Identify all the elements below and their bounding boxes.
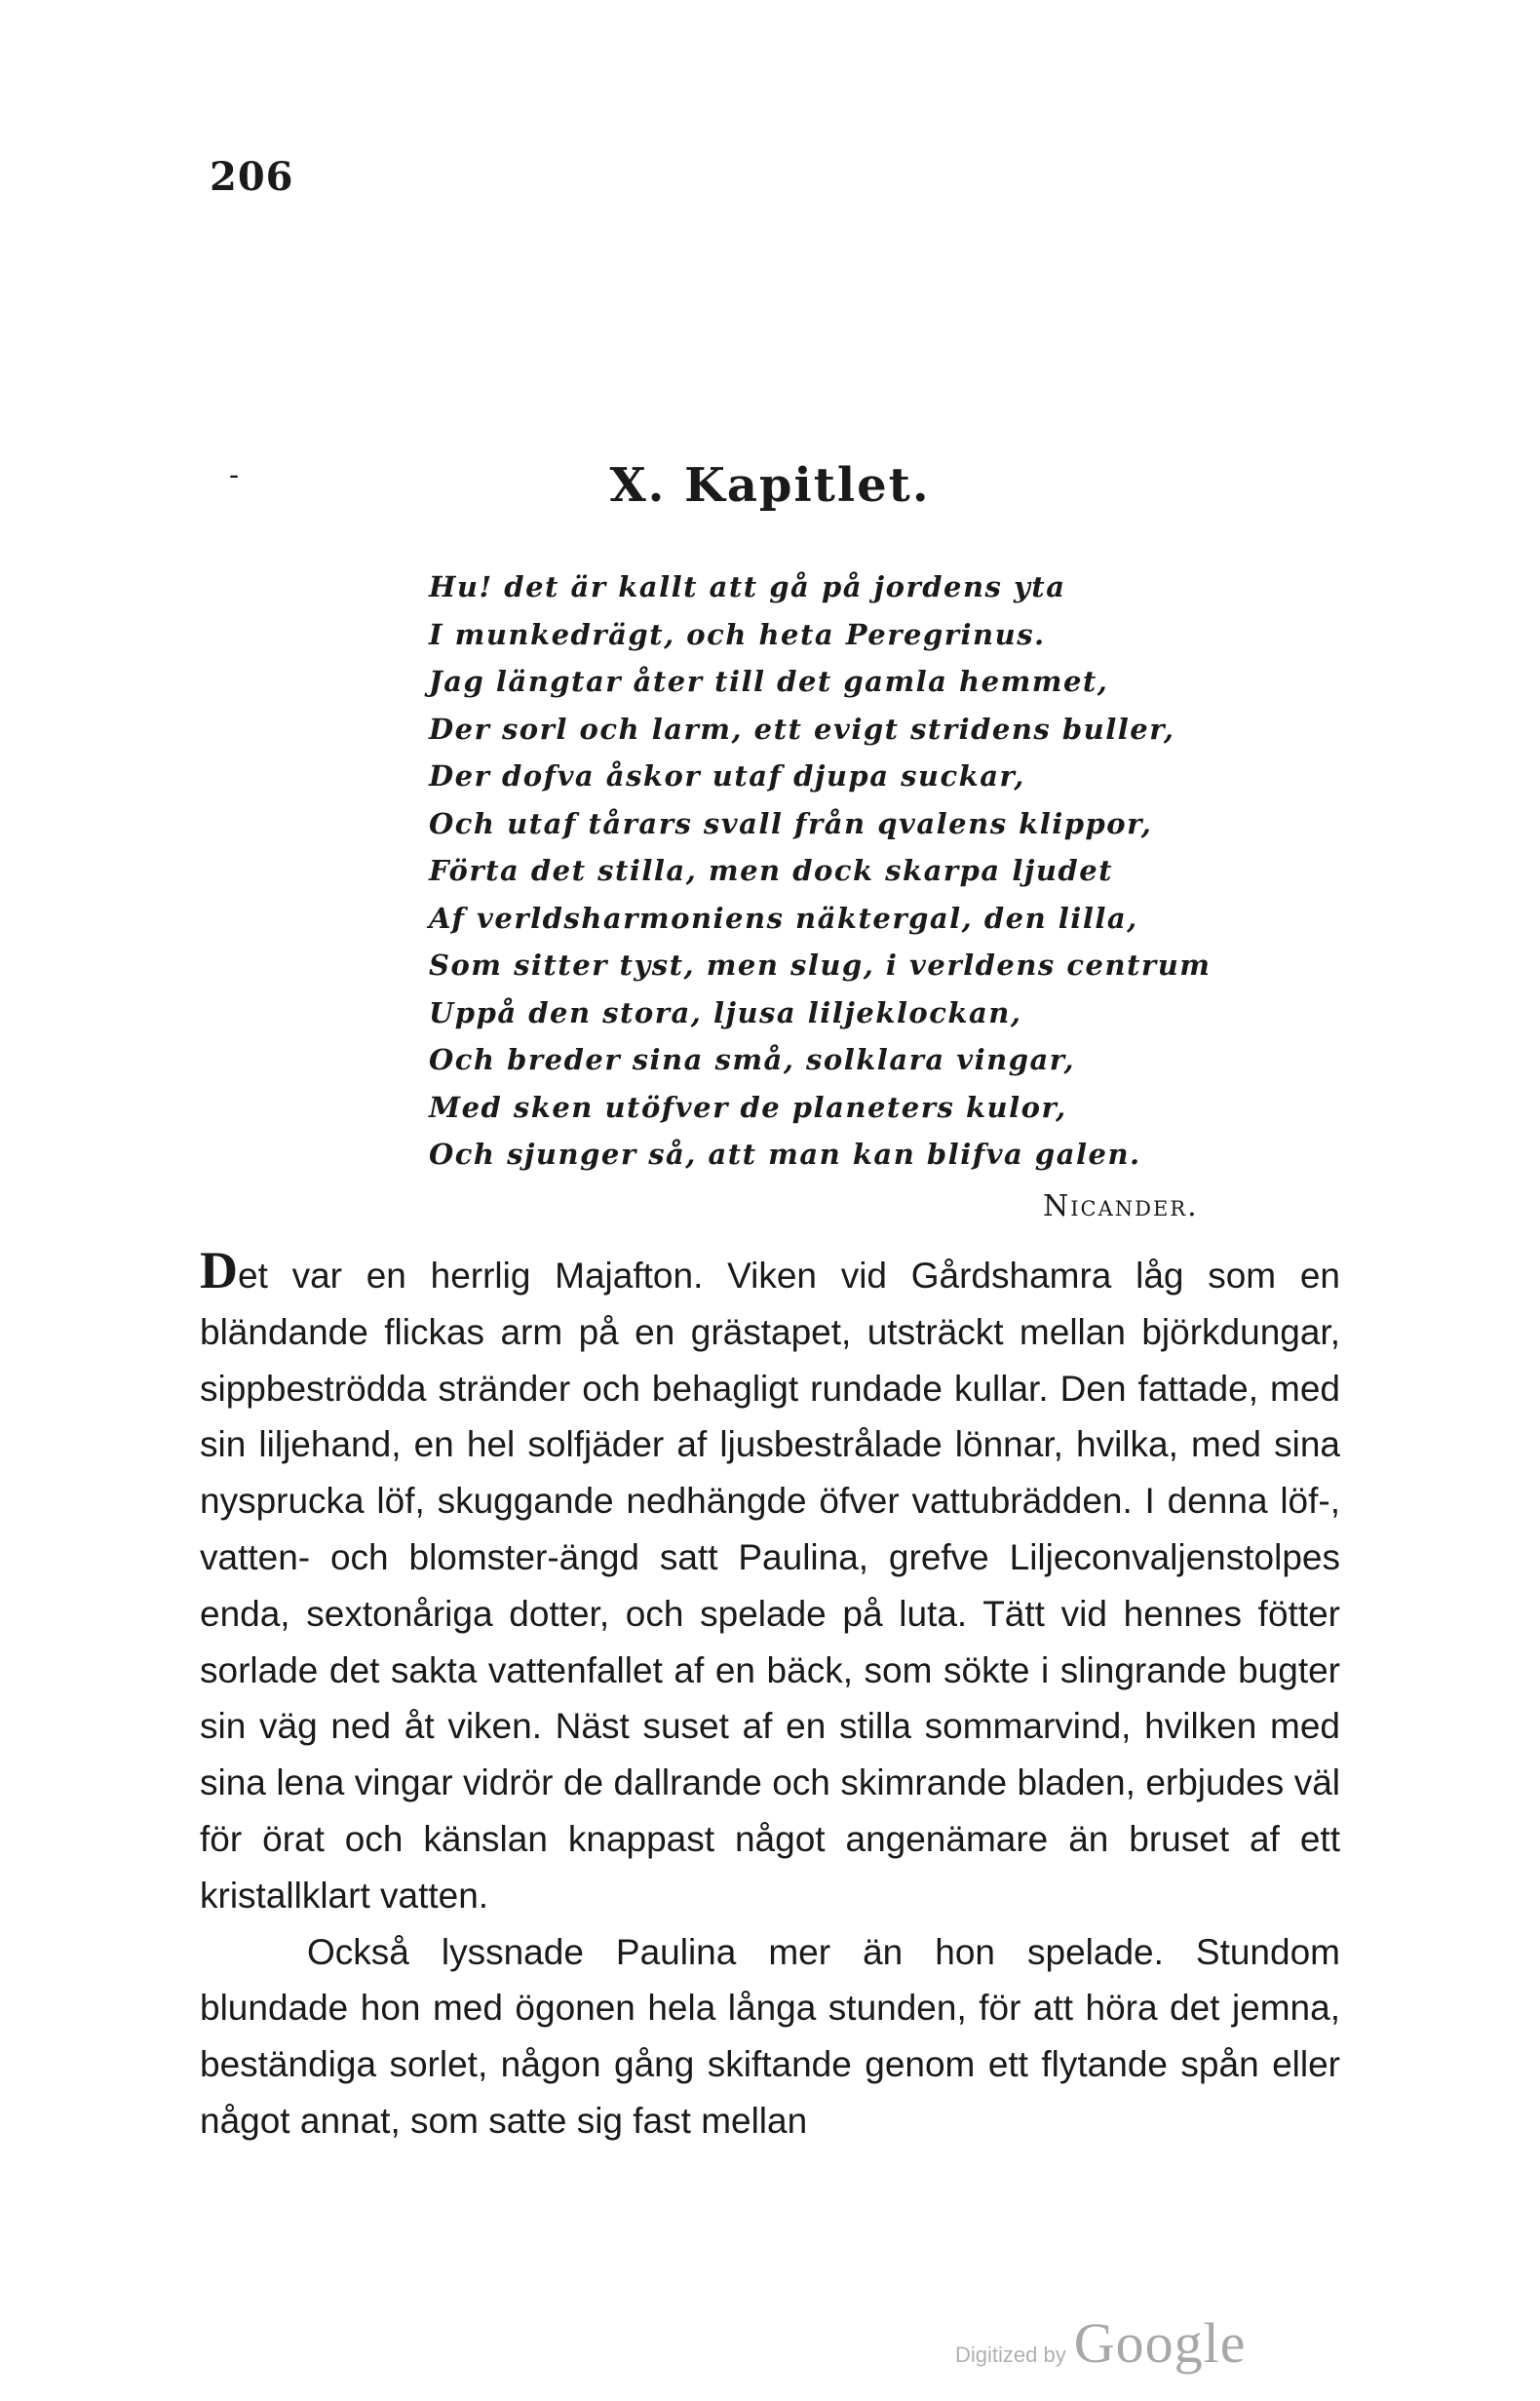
watermark-caption: Digitized by <box>955 2343 1066 2367</box>
poem-line: Med sken utöfver de planeters kulor, <box>429 1090 1067 1124</box>
digitization-watermark <box>955 2310 1246 2376</box>
epigraph-poem <box>429 563 1306 1179</box>
paragraph-2: Också lyssnade Paulina mer än hon spelade. Stundom blundade hon med ögonen hela långa stunden, för att höra det jemna, beständiga sorlet, någon gång skiftande genom ett flytande spån eller något annat, som satte sig fast mellan <box>200 1931 1340 2141</box>
poem-line: Förta det stilla, men dock skarpa ljudet <box>429 854 1114 887</box>
paragraph-1 <box>200 1241 1340 1924</box>
poem-line: Och utaf tårars svall från qvalens klippor, <box>429 806 1153 840</box>
poem-line: Af verldsharmoniens näktergal, den lilla, <box>429 901 1138 935</box>
page-number: 206 <box>210 154 294 200</box>
chapter-heading: X. Kapitlet. <box>609 458 931 513</box>
poem-line: Der dofva åskor utaf djupa suckar, <box>429 759 1025 793</box>
poem-line: Och breder sina små, solklara vingar, <box>429 1043 1076 1076</box>
poem-line: I munkedrägt, och heta Peregrinus. <box>429 617 1046 651</box>
poem-line: Uppå den stora, ljusa liljeklockan, <box>429 995 1022 1029</box>
body-text <box>200 1241 1340 2149</box>
poem-line: Jag längtar åter till det gamla hemmet, <box>429 665 1109 698</box>
google-logo: Google <box>1073 2311 1247 2375</box>
poem-line: Och sjunger så, att man kan blifva galen. <box>429 1138 1141 1171</box>
drop-cap: D <box>200 1241 238 1299</box>
poem-line: Der sorl och larm, ett evigt stridens buller, <box>429 712 1175 746</box>
poem-attribution: Nicander. <box>1043 1189 1199 1223</box>
stray-mark: - <box>229 458 242 492</box>
poem-line: Hu! det är kallt att gå på jordens yta <box>429 570 1066 603</box>
paragraph-1-text: et var en herrlig Majafton. Viken vid Gårdshamra låg som en bländande flickas arm på en grästapet, utsträckt mellan björkdungar, sippbeströdda stränder och behagligt rundade kullar. Den fattade, med sin liljehand, en hel solfjäder af ljusbestrålade lönnar, hvilka, med sina nysprucka löf, skuggande nedhängde öfver vattubrädden. I denna löf-, vatten- och blomster-ängd satt Paulina, grefve Liljeconvaljenstolpes enda, sextonåriga dotter, och spelade på luta. Tätt vid hennes fötter sorlade det sakta vattenfallet af en bäck, som sökte i slingrande bugter sin väg ned åt viken. Näst suset af en stilla sommarvind, hvilken med sina lena vingar vidrör de dallrande och skimrande bladen, erbjudes väl för örat och känslan knappast något angenämare än bruset af ett kristallklart vatten. <box>200 1256 1340 1916</box>
chapter-title <box>0 458 1540 513</box>
poem-line: Som sitter tyst, men slug, i verldens centrum <box>429 949 1212 982</box>
